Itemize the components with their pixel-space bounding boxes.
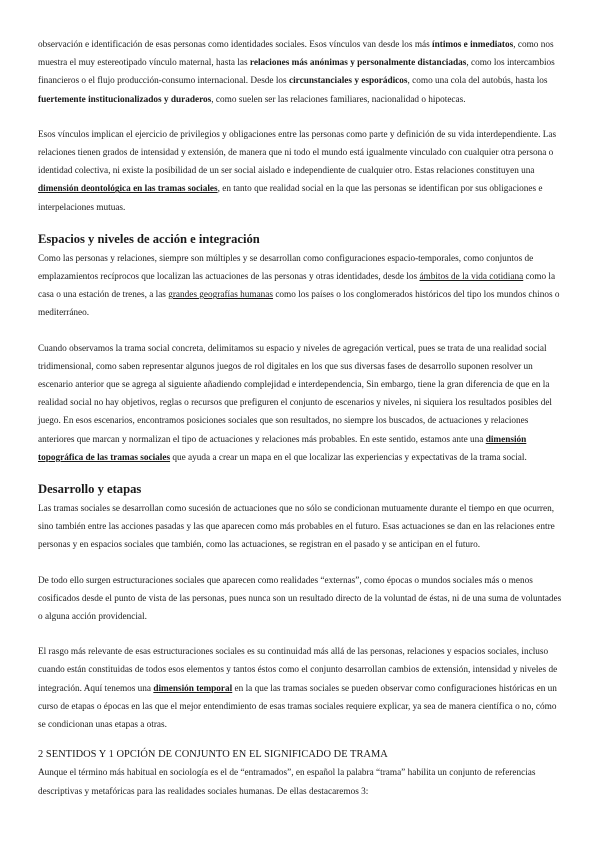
bold-phrase: relaciones más anónimas y personalmente distanciadas: [249, 58, 467, 69]
link-dimension-deontologica[interactable]: [38, 184, 218, 194]
bold-phrase: íntimos e inmediatos: [432, 40, 514, 50]
heading-espacios: Espacios y niveles de acción e integración: [38, 231, 260, 246]
paragraph-continuidad: [38, 643, 562, 734]
text: , como nos muestra el muy estereotipado vínculo maternal, hasta las: [38, 40, 554, 69]
heading-sentidos: 2 SENTIDOS Y 1 OPCIÓN DE CONJUNTO EN EL SIGNIFICADO DE TRAMA: [38, 749, 388, 761]
heading-desarrollo: Desarrollo y etapas: [38, 482, 142, 497]
text: que ayuda a crear un mapa en el que localizar las experiencias y expectativas de la trama social.: [170, 452, 527, 463]
text: , como una cola del autobús, hasta los: [407, 76, 548, 87]
text: como la casa o una estación de trenes, a las: [38, 272, 556, 301]
text: , como los intercambios financieros o el flujo producción-consumo internacional. Desde los: [38, 58, 555, 87]
paragraph-vinculos: [38, 36, 562, 109]
text: , en tanto que realidad social en la que las personas se identifican por sus obligaciones e interpelaciones mutuas.: [38, 184, 543, 213]
text: , como suelen ser las relaciones familiares, nacionalidad o hipotecas.: [211, 94, 466, 105]
link-text: dimensión topográfica de las tramas sociales: [38, 434, 527, 463]
paragraph-estructuraciones: De todo ello surgen estructuraciones sociales que aparecen como realidades “externas”, como épocas o mundos sociales más o menos cosificados desde el punto de vista de las personas, pues nunca son un resultado directo de la voluntad de éstas, ni de una suma de voluntades o alguna acción providencial.: [38, 575, 562, 623]
bold-phrase: circunstanciales y esporádicos: [288, 76, 408, 87]
paragraph-trama-concreta: [38, 340, 562, 467]
text: Cuando observamos la trama social concreta, delimitamos su espacio y niveles de agregación vertical, pues se trata de una realidad social tridimensional, como saben representar algunos juegos de rol digitales en los que sus diversas fases de desarrollo suponen resolver un escenario anterior que se agrega al siguiente añadiendo complejidad e interdependencia, Sin embargo, tiene la gran diferencia de que en la realidad social no hay objetivos, reglas o recursos que prefiguren el conjunto de escenarios y niveles, ni siquiera los resultados posibles del juego. En esos escenarios, encontramos posiciones sociales que son resultados, no siempre los buscados, de actuaciones y relaciones anteriores que marcan y normalizan el tipo de actuaciones y relaciones más probables. En este sentido, estamos ante una: [38, 343, 553, 445]
text: en la que las tramas sociales se pueden observar como configuraciones históricas en un curso de etapas o épocas en las que el mejor entendimiento de esas tramas sociales requiere explicar, ya sea de manera científica o no, cómo se condicionan unas etapas a otras.: [38, 683, 557, 731]
text: observación e identificación de esas personas como identidades sociales. Esos vínculos van desde los más: [38, 40, 433, 50]
paragraph-sucesion: Las tramas sociales se desarrollan como sucesión de actuaciones que no sólo se condicionan mutuamente durante el tiempo en que ocurren, sino también entre las acciones pasadas y las que aparecen como más probables en el futuro. Esas actuaciones se dan en las relaciones entre personas y en espacios sociales que también, como las actuaciones, se registran en el pasado y se anticipan en el futuro.: [38, 504, 555, 551]
link-ambitos-vida-cotidiana[interactable]: ámbitos de la vida cotidiana: [419, 272, 524, 283]
text: Como las personas y relaciones, siempre son múltiples y se desarrollan como configuraciones espacio-temporales, como conjuntos de emplazamientos recíprocos que localizan las actuaciones de las personas y otras identidades, desde los: [38, 253, 534, 283]
paragraph-entramados: Aunque el término más habitual en sociología es el de “entramados”, en español la palabra “trama” habilita un conjunto de referencias descriptivas y metafóricas para las realidades sociales humanas. De ellas destacaremos 3:: [38, 768, 536, 797]
text: El rasgo más relevante de esas estructuraciones sociales es su continuidad más allá de las personas, relaciones y espacios sociales, incluso cuando están constituidas de todos esos elementos y tantos éstos como el conjunto desarrollan cambios de extensión, intensidad y niveles de integración. Aquí tenemos una: [38, 647, 558, 694]
text: Esos vínculos implican el ejercicio de privilegios y obligaciones entre las personas como parte y definición de su vida interdependiente. Las relaciones tienen grados de intensidad y extensión, de manera que ni todo el mundo está igualmente vinculado con cualquier otra persona o identidad colectiva, ni existe la posibilidad de un ser social aislado e independiente de cualquier otro. Estas relaciones constituyen una: [38, 129, 557, 177]
paragraph-configuraciones: [38, 250, 562, 323]
text: como los países o los conglomerados históricos del tipo los mundos chinos o mediterráneo.: [38, 290, 560, 319]
link-text: dimensión deontológica en las tramas sociales: [38, 184, 218, 195]
paragraph-obligaciones: [38, 126, 562, 217]
link-dimension-temporal[interactable]: [153, 684, 232, 694]
link-grandes-geografias[interactable]: grandes geografías humanas: [168, 290, 274, 301]
bold-phrase: fuertemente institucionalizados y duraderos: [38, 94, 212, 105]
link-text: dimensión temporal: [153, 683, 233, 694]
